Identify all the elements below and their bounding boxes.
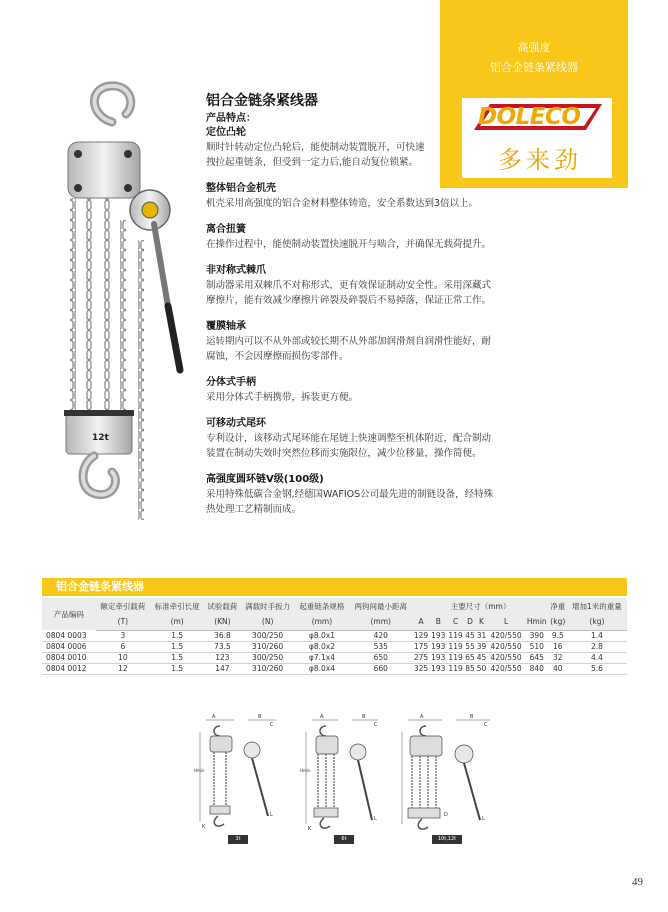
table-cell: 9.5 bbox=[549, 630, 567, 641]
col-dim: D bbox=[464, 614, 476, 630]
dim-label: A bbox=[212, 714, 216, 720]
table-cell: 73.5 bbox=[204, 641, 240, 652]
feature-heading: 可移动式尾环 bbox=[206, 418, 266, 429]
dim-label: K bbox=[202, 824, 206, 830]
col-dim: L bbox=[487, 614, 525, 630]
table-cell: 420/550 bbox=[487, 641, 525, 652]
table-cell: 325 bbox=[413, 664, 429, 673]
dim-label: C bbox=[484, 722, 488, 728]
col-header: 增加1米的重量 bbox=[567, 598, 627, 614]
table-cell: 2.8 bbox=[567, 641, 627, 652]
col-unit: (m) bbox=[150, 614, 204, 630]
feature-housing bbox=[206, 182, 506, 211]
feature-cam bbox=[206, 126, 506, 170]
table-cell: 275 bbox=[413, 653, 429, 662]
table-cell: 193 bbox=[431, 631, 446, 640]
features-label: 产品特点： bbox=[206, 113, 256, 124]
product-code-cell: 0804 0006 bbox=[42, 641, 96, 652]
col-header: 净重 bbox=[549, 598, 567, 614]
table-cell: 420/550 bbox=[487, 652, 525, 663]
table-cell: φ8.0x2 bbox=[295, 641, 349, 652]
table-cell: 650 bbox=[349, 652, 412, 663]
table-cell: φ8.0x4 bbox=[295, 663, 349, 674]
spec-table bbox=[42, 598, 627, 675]
table-cell: 1.5 bbox=[150, 652, 204, 663]
table-row bbox=[42, 641, 627, 652]
table-title: 铝合金链条紧线器 bbox=[56, 580, 144, 593]
feature-heading: 覆膜轴承 bbox=[206, 321, 246, 332]
table-cell: 12 bbox=[96, 663, 150, 674]
feature-text: 装置在制动失效时突然位移而实施限位，减少位移量，操作简便。 bbox=[206, 448, 482, 459]
table-cell: 119 bbox=[448, 653, 463, 662]
dim-label: A bbox=[420, 714, 424, 720]
dim-label: B bbox=[470, 714, 474, 720]
feature-heading: 高强度圆环链V级(100级) bbox=[206, 474, 324, 485]
feature-text: 在操作过程中，能使制动装置快速脱开与啮合，并确保无载荷提升。 bbox=[206, 239, 492, 250]
dim-label: D bbox=[444, 812, 448, 818]
spec-table-body bbox=[42, 630, 627, 674]
dim-label: K bbox=[308, 826, 312, 832]
feature-text: 采用特殊低碳合金钢,经德国WAFIOS公司最先进的制链设备，经特殊 bbox=[206, 489, 494, 500]
dim-label: L bbox=[270, 812, 273, 818]
product-title: 铝合金链条紧线器 bbox=[206, 93, 318, 109]
feature-text: 摩擦片，能有效减少摩擦片碎裂及碎裂后不易掉落，保证正常工作。 bbox=[206, 295, 492, 306]
table-cell: 40 bbox=[549, 663, 567, 674]
table-cell: 147 bbox=[204, 663, 240, 674]
col-dim: Hmin bbox=[525, 614, 549, 630]
table-cell: 300/250 bbox=[241, 630, 295, 641]
col-unit: (mm) bbox=[349, 614, 412, 630]
product-code-cell: 0804 0003 bbox=[42, 630, 96, 641]
feature-heading: 分体式手柄 bbox=[206, 377, 256, 388]
logo-chinese-name: 多来劲 bbox=[498, 146, 582, 174]
feature-spring bbox=[206, 223, 506, 252]
product-code-cell: 0804 0010 bbox=[42, 652, 96, 663]
table-cell: 510 bbox=[525, 641, 549, 652]
col-dim: A bbox=[412, 614, 429, 630]
feature-text: 专利设计，该移动式尾环能在尾链上快速调整至机体附近，配合制动 bbox=[206, 433, 492, 444]
table-cell: 420/550 bbox=[487, 630, 525, 641]
col-header-dims: 主要尺寸（mm） bbox=[412, 598, 548, 614]
table-cell: 39 bbox=[476, 642, 487, 651]
table-cell: 85 bbox=[465, 664, 475, 673]
feature-heading: 非对称式棘爪 bbox=[206, 265, 266, 276]
dim-label: Hmin bbox=[300, 768, 311, 773]
table-cell: 32 bbox=[549, 652, 567, 663]
feature-text: 运转期内可以不从外部或较长期不从外部加润滑剂自润滑性能好，耐 bbox=[206, 336, 492, 347]
col-header: 额定牵引载荷 bbox=[96, 598, 150, 614]
chain-puller-product-image bbox=[50, 70, 200, 520]
table-cell: 119 bbox=[448, 664, 463, 673]
dimension-diagram-10t-12t bbox=[398, 712, 498, 844]
col-unit: (kg) bbox=[549, 614, 567, 630]
col-header-code: 产品编码 bbox=[42, 598, 96, 630]
table-cell: 10 bbox=[96, 652, 150, 663]
brand-title bbox=[440, 38, 628, 78]
diagram-capacity-tag: 3t bbox=[228, 835, 248, 844]
table-cell: 4.4 bbox=[567, 652, 627, 663]
brand-title-line2: 铝合金链条紧线器 bbox=[490, 61, 578, 74]
table-row bbox=[42, 630, 627, 641]
table-cell: 55 bbox=[465, 642, 475, 651]
table-cell: 5.6 bbox=[567, 663, 627, 674]
diagram-drawing bbox=[300, 712, 388, 834]
table-cell: 193 bbox=[431, 664, 446, 673]
diagram-capacity-tag: 10t,12t bbox=[432, 835, 462, 844]
diagram-drawing bbox=[398, 712, 498, 834]
feature-text: 制动器采用双棘爪不对称形式，更有效保证制动安全性。采用深藏式 bbox=[206, 280, 492, 291]
feature-bearing bbox=[206, 320, 506, 364]
table-cell: 45 bbox=[465, 631, 475, 640]
col-unit: (kg) bbox=[567, 614, 627, 630]
table-cell: 16 bbox=[549, 641, 567, 652]
col-dim: B bbox=[430, 614, 447, 630]
feature-text: 采用分体式手柄携带，拆装更方便。 bbox=[206, 392, 359, 403]
table-cell: 65 bbox=[465, 653, 475, 662]
table-cell: φ8.0x1 bbox=[295, 630, 349, 641]
feature-text: 拽拉起重链条，但受到一定力后,能自动复位锁紧。 bbox=[206, 157, 419, 168]
feature-text: 热处理工艺精制而成。 bbox=[206, 504, 302, 515]
dimension-diagram-6t bbox=[300, 712, 388, 844]
table-cell: 310/260 bbox=[241, 663, 295, 674]
table-cell: 36.8 bbox=[204, 630, 240, 641]
col-header: 满载时手扳力 bbox=[241, 598, 295, 614]
feature-chain bbox=[206, 473, 506, 517]
col-header: 起重链条规格 bbox=[295, 598, 349, 614]
dim-label: C bbox=[374, 722, 378, 728]
brand-title-line1: 高强度 bbox=[517, 41, 551, 54]
table-cell: 1.5 bbox=[150, 663, 204, 674]
dim-label: L bbox=[482, 816, 485, 822]
table-title-band bbox=[42, 578, 627, 596]
table-row bbox=[42, 663, 627, 674]
table-cell: 1.4 bbox=[567, 630, 627, 641]
feature-pawl bbox=[206, 264, 506, 308]
col-header: 试验载荷 bbox=[204, 598, 240, 614]
table-cell: 50 bbox=[476, 664, 487, 673]
table-cell: 3 bbox=[96, 630, 150, 641]
dim-label: A bbox=[320, 714, 324, 720]
table-cell: 193 bbox=[431, 653, 446, 662]
feature-heading: 离合扭簧 bbox=[206, 224, 246, 235]
table-cell: 1.5 bbox=[150, 630, 204, 641]
feature-heading: 定位凸轮 bbox=[206, 127, 246, 138]
table-row bbox=[42, 652, 627, 663]
col-unit: (N) bbox=[241, 614, 295, 630]
col-dim: K bbox=[476, 614, 488, 630]
col-unit: (KN) bbox=[204, 614, 240, 630]
table-cell: 45 bbox=[476, 653, 487, 662]
table-cell: 119 bbox=[448, 642, 463, 651]
table-cell: 420 bbox=[349, 630, 412, 641]
table-cell: 6 bbox=[96, 641, 150, 652]
product-code-cell: 0804 0012 bbox=[42, 663, 96, 674]
table-cell: 119 bbox=[448, 631, 463, 640]
dimension-diagram-3t bbox=[192, 712, 288, 844]
table-cell: 390 bbox=[525, 630, 549, 641]
feature-heading: 整体铝合金机壳 bbox=[206, 183, 276, 194]
block-plate-label: 12t bbox=[92, 433, 109, 443]
product-description bbox=[206, 92, 506, 529]
col-dim: C bbox=[447, 614, 464, 630]
table-cell: 175 bbox=[413, 642, 429, 651]
dim-label: Hmin bbox=[194, 768, 205, 773]
table-cell: φ7.1x4 bbox=[295, 652, 349, 663]
col-header: 两钩间最小距离 bbox=[349, 598, 412, 614]
table-cell: 535 bbox=[349, 641, 412, 652]
page-number: 49 bbox=[632, 876, 643, 888]
table-cell: 31 bbox=[476, 631, 487, 640]
table-cell: 1.5 bbox=[150, 641, 204, 652]
col-unit: (mm) bbox=[295, 614, 349, 630]
table-cell: 645 bbox=[525, 652, 549, 663]
table-cell: 310/260 bbox=[241, 641, 295, 652]
table-cell: 193 bbox=[431, 642, 446, 651]
dim-label: C bbox=[270, 722, 274, 728]
table-cell: 840 bbox=[525, 663, 549, 674]
feature-tail-ring bbox=[206, 417, 506, 461]
feature-handle bbox=[206, 376, 506, 405]
table-cell: 300/250 bbox=[241, 652, 295, 663]
col-header: 标准牵引长度 bbox=[150, 598, 204, 614]
logo-text: DOLECO bbox=[478, 104, 581, 130]
diagram-drawing bbox=[192, 712, 288, 834]
dim-label: L bbox=[374, 816, 377, 822]
table-cell: 420/550 bbox=[487, 663, 525, 674]
table-cell: 123 bbox=[204, 652, 240, 663]
col-unit: (T) bbox=[96, 614, 150, 630]
dim-label: B bbox=[258, 714, 262, 720]
feature-text: 顺时针转动定位凸轮后，能使制动装置脱开，可快速 bbox=[206, 142, 425, 153]
feature-text: 腐蚀，不会因摩擦而损伤零部件。 bbox=[206, 351, 349, 362]
feature-text: 机壳采用高强度的铝合金材料整体铸造，安全系数达到3倍以上。 bbox=[206, 198, 479, 209]
table-cell: 660 bbox=[349, 663, 412, 674]
diagram-capacity-tag: 6t bbox=[334, 835, 354, 844]
table-cell: 129 bbox=[413, 631, 429, 640]
dim-label: B bbox=[362, 714, 366, 720]
